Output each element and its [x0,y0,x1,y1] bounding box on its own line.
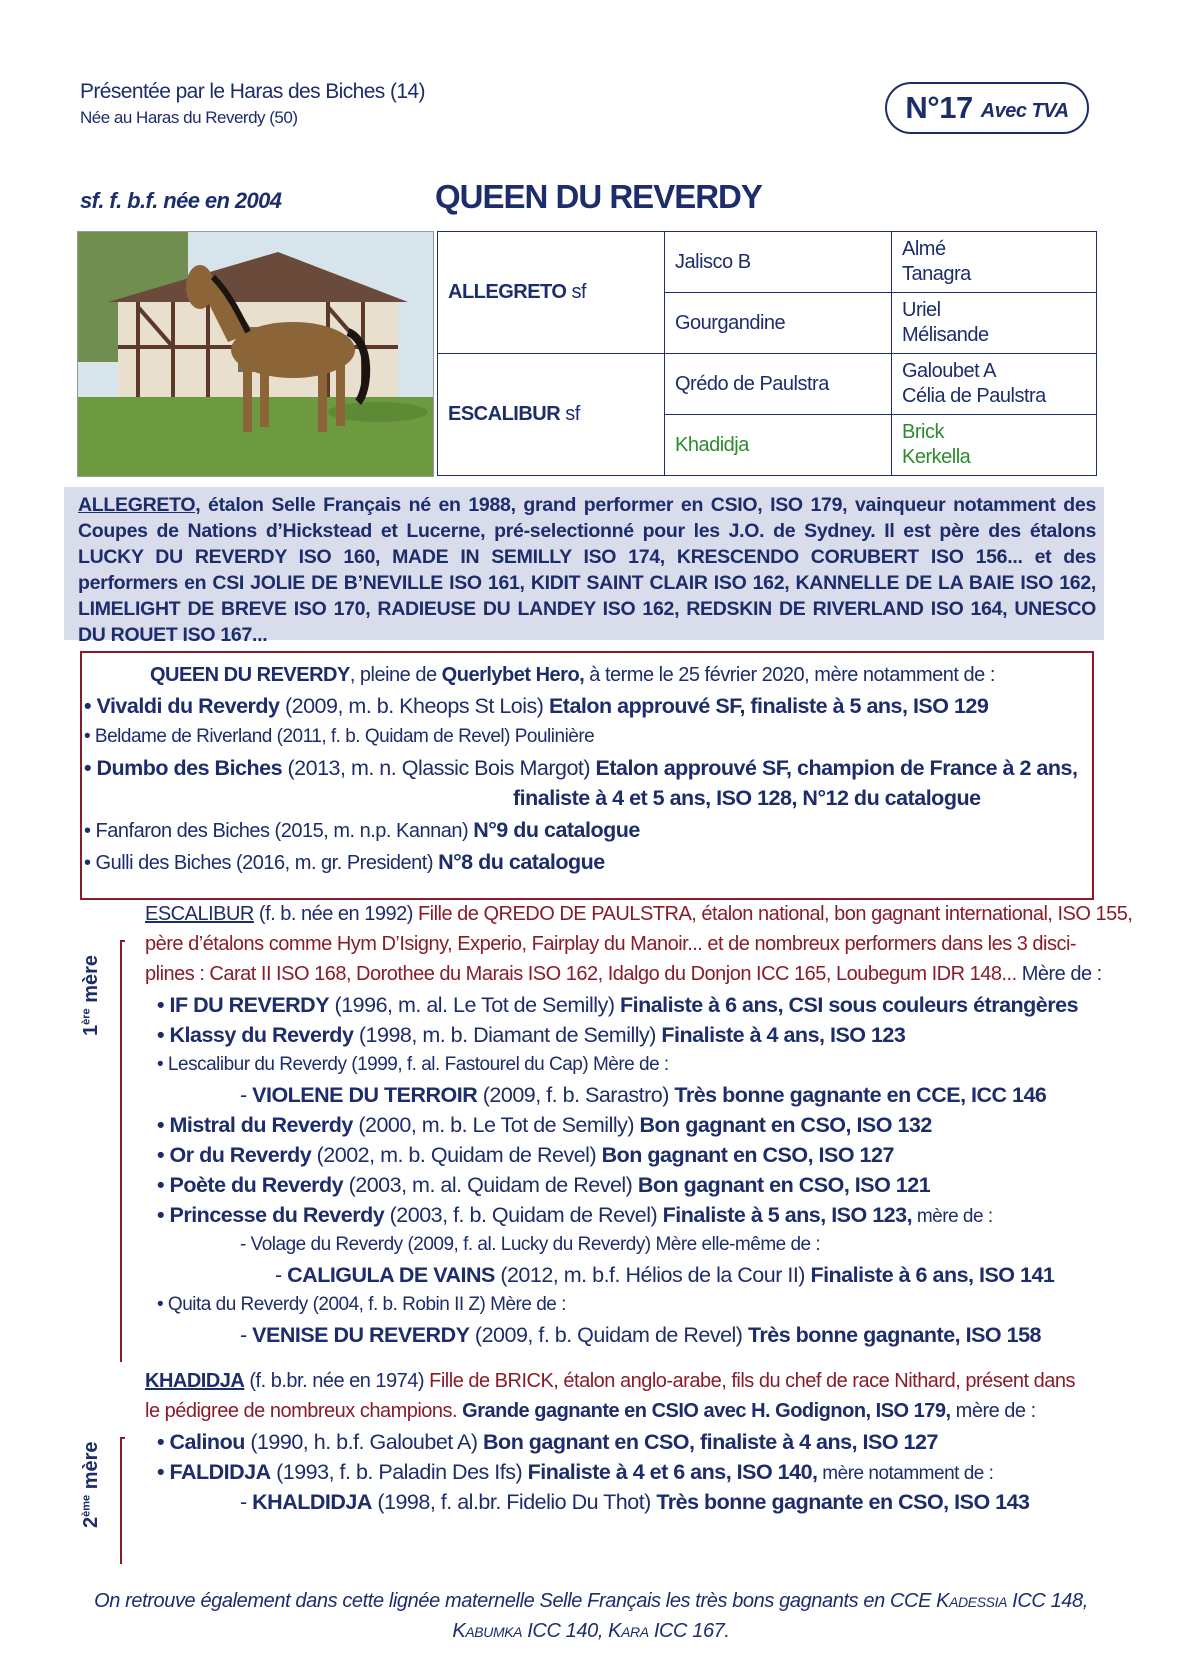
pedigree-sire-sire: Jalisco B [665,232,892,293]
sd-offspring-2 [157,1460,993,1485]
q-l6b: N°9 du catalogue [473,818,640,842]
sd-lab-word: mère [80,1441,102,1495]
fd-offspring-4 [157,1113,932,1138]
first-dam-bracket [120,940,125,1362]
sire-paragraph [78,492,1096,648]
fd-o4a: • Mistral du Reverdy [157,1113,353,1137]
fd-line-3 [145,963,1102,986]
sd-l2c: mère de : [950,1400,1036,1422]
q-l5: finaliste à 4 et 5 ans, ISO 128, N°12 du catalogue [513,786,981,810]
q-l4b: (2013, m. n. Qlassic Bois Margot) [282,756,596,780]
fd-o8ga: - [240,1323,253,1347]
sd-l1c: Fille de BRICK, étalon anglo-arabe, fils du chef de race Nithard, présent dans [429,1370,1075,1392]
fd-o3ga: - [240,1083,253,1107]
footer-l1a: On retrouve également dans cette lignée maternelle Selle Français les très bons gagnants en CCE [94,1590,937,1612]
fd-offspring-8-g [240,1323,1041,1348]
fd-o3gd: Très bonne gagnante en CCE, ICC 146 [674,1083,1047,1107]
fd-offspring-3-g [240,1083,1046,1108]
sd-name: KHADIDJA [145,1370,245,1392]
fd-o7ggb: CALIGULA DE VAINS [287,1263,495,1287]
q-l2b: (2009, m. b. Kheops St Lois) [279,694,549,718]
footer-line-1 [0,1586,1182,1616]
queen-line-2 [84,694,988,719]
sd-o2d: mère notamment de : [817,1463,994,1484]
pedigree-dam [438,354,665,476]
pedigree-dd-parents [892,415,1097,476]
sd-o2a: • FALDIDJA [157,1460,271,1484]
sd-l1b: (f. b.br. née en 1974) [244,1370,430,1392]
fd-o3gc: (2009, f. b. Sarastro) [477,1083,675,1107]
queen-line-3: • Beldame de Riverland (2011, f. b. Quidam de Revel) Poulinière [84,726,595,747]
fd-offspring-7-gg [275,1263,1054,1288]
sd-offspring-1 [157,1430,938,1455]
sd-l2b: Grande gagnante en CSIO avec H. Godignon, ISO 179, [457,1400,951,1422]
horse-photo-illustration [78,232,433,476]
horse-name: QUEEN DU REVERDY [435,178,762,215]
sd-offspring-2-g [240,1490,1030,1515]
fd-line-2: père d’étalons comme Hym D’Isigny, Experio, Fairplay du Manoir... et de nombreux performers dans les 3 disci- [145,933,1077,955]
fd-o1b: (1996, m. al. Le Tot de Semilly) [329,993,620,1017]
fd-o1c: Finaliste à 6 ans, CSI sous couleurs étrangères [619,993,1079,1017]
fd-o7ggd: Finaliste à 6 ans, ISO 141 [810,1263,1055,1287]
pedigree-ss-dam: Tanagra [902,263,971,285]
sd-o2b: (1993, f. b. Paladin Des Ifs) [270,1460,528,1484]
q-l2c: Etalon approuvé SF, finaliste à 5 ans, ISO 129 [548,694,989,718]
fd-o8gc: (2009, f. b. Quidam de Revel) [469,1323,748,1347]
second-dam-label [80,1441,103,1528]
footer-line-2 [0,1616,1182,1646]
sire-suffix: sf [566,281,587,303]
horse-photo [77,231,434,477]
fd-o8gb: VENISE DU REVERDY [252,1323,470,1347]
fd-lab-sup: ère [80,1008,93,1025]
pedigree-dd-sire: Brick [902,421,944,443]
q-l2a: • Vivaldi du Reverdy [84,694,280,718]
sd-lab-sup: ème [80,1494,93,1517]
sd-o1b: (1990, h. b.f. Galoubet A) [244,1430,484,1454]
fd-o4b: (2000, m. b. Le Tot de Semilly) [352,1113,640,1137]
fd-o2b: (1998, m. b. Diamant de Semilly) [353,1023,662,1047]
fd-o5b: (2002, m. b. Quidam de Revel) [311,1143,602,1167]
fd-l1c: Fille de QREDO DE PAULSTRA, étalon national, bon gagnant international, ISO 155, [417,903,1133,925]
queen-line-7 [84,850,605,875]
footer-l2a: Kabumka [452,1620,523,1642]
fd-o1a: • IF DU REVERDY [157,993,330,1017]
sd-o2gc: (1998, f. al.br. Fidelio Du Thot) [371,1490,657,1514]
sd-o2ga: - [240,1490,253,1514]
footer-l1c: ICC 148, [1007,1590,1088,1612]
dam-name: ESCALIBUR [448,403,561,425]
sd-o1a: • Calinou [157,1430,245,1454]
birthplace-line: Née au Haras du Reverdy (50) [80,108,298,127]
second-dam-bracket [120,1437,125,1564]
pedigree-sd-dam: Mélisande [902,324,989,346]
sd-line-2 [145,1400,1036,1423]
fd-o7b: (2003, f. b. Quidam de Revel) [384,1203,663,1227]
sd-o2gb: KHALDIDJA [252,1490,372,1514]
footer-l2c: Kara [608,1620,649,1642]
fd-o3gb: VIOLENE DU TERROIR [252,1083,478,1107]
sire-paragraph-lead: ALLEGRETO, [78,494,201,516]
fd-o2a: • Klassy du Reverdy [157,1023,354,1047]
fd-o6c: Bon gagnant en CSO, ISO 121 [637,1173,931,1197]
q-l4c: Etalon approuvé SF, champion de France à 2 ans, [595,756,1078,780]
sd-l2a: le pédigree de nombreux champions. [145,1400,458,1422]
pedigree-dam-sire: Qrédo de Paulstra [665,354,892,415]
fd-offspring-7-g: - Volage du Reverdy (2009, f. al. Lucky du Reverdy) Mère elle-même de : [240,1234,821,1255]
fd-o8gd: Très bonne gagnante, ISO 158 [747,1323,1041,1347]
pedigree-dd-dam: Kerkella [902,446,971,468]
sd-lab-num: 2 [80,1516,102,1528]
queen-name: QUEEN DU REVERDY [150,664,350,686]
fd-o2c: Finaliste à 4 ans, ISO 123 [661,1023,906,1047]
q-l6a: • Fanfaron des Biches (2015, m. n.p. Kannan) [84,820,474,842]
fd-o6b: (2003, m. al. Quidam de Revel) [343,1173,638,1197]
sire-paragraph-text: étalon Selle Français né en 1988, grand performer en CSIO, ISO 179, vainqueur notamment des Coupes de Nations d’Hickstead et Lucerne, pré-selectionné pour les J.O. de Sydney. Il est père des étalons LUCKY DU REVERDY ISO 160, MADE IN SEMILLY ISO 174, KRESCENDO CORUBERT ISO 156... et des performers en CSI JOLIE DE B’NEVILLE ISO 161, KIDIT SAINT CLAIR ISO 162, KANNELLE DE LA BAIE ISO 162, LIMELIGHT DE BREVE ISO 170, RADIEUSE DU LANDEY ISO 162, REDSKIN DE RIVERLAND ISO 164, UNESCO DU ROUET ISO 167... [78,494,1096,646]
pedigree-sire-dam: Gourgandine [665,293,892,354]
dam-suffix: sf [560,403,580,425]
fd-o5c: Bon gagnant en CSO, ISO 127 [601,1143,894,1167]
queen-line-6 [84,818,640,843]
fd-offspring-2 [157,1023,905,1048]
pedigree-ds-parents [892,354,1097,415]
fd-o7ggc: (2012, m. b.f. Hélios de la Cour II) [494,1263,811,1287]
queen-l1b: , pleine de [349,664,442,686]
pedigree-sd-sire: Uriel [902,299,941,321]
first-dam-label [80,955,103,1036]
fd-o7d: mère de : [912,1206,993,1227]
sd-o2c: Finaliste à 4 et 6 ans, ISO 140, [527,1460,818,1484]
pedigree-ds-dam: Célia de Paulstra [902,385,1046,407]
q-l7b: N°8 du catalogue [438,850,605,874]
footer-note [0,1586,1182,1646]
pedigree-ds-sire: Galoubet A [902,360,996,382]
fd-l3b: Mère de : [1016,963,1102,985]
fd-offspring-7 [157,1203,993,1228]
footer-l2b: ICC 140, [522,1620,609,1642]
fd-offspring-6 [157,1173,930,1198]
footer-l2d: ICC 167. [648,1620,730,1642]
sd-o2gd: Très bonne gagnante en CSO, ISO 143 [656,1490,1030,1514]
fd-offspring-5 [157,1143,894,1168]
lot-number: N°17 [905,90,973,125]
pedigree-sire [438,232,665,354]
fd-lab-num: 1 [80,1024,102,1036]
fd-o6a: • Poète du Reverdy [157,1173,344,1197]
fd-name: ESCALIBUR [145,903,254,925]
fd-offspring-8: • Quita du Reverdy (2004, f. b. Robin II Z) Mère de : [157,1294,566,1315]
fd-offspring-1 [157,993,1078,1018]
footer-l1b: Kadessia [936,1590,1008,1612]
q-l7a: • Gulli des Biches (2016, m. gr. President) [84,852,439,874]
fd-offspring-3: • Lescalibur du Reverdy (1999, f. al. Fastourel du Cap) Mère de : [157,1054,669,1075]
pedigree-table [437,231,1097,476]
queen-line-4 [84,756,1077,781]
fd-line-1 [145,903,1132,926]
fd-o4c: Bon gagnant en CSO, ISO 132 [639,1113,932,1137]
queen-l1d: à terme le 25 février 2020, mère notamment de : [584,664,995,686]
presenter-line: Présentée par le Haras des Biches (14) [80,80,425,103]
q-l4a: • Dumbo des Biches [84,756,283,780]
pedigree-sd-parents [892,293,1097,354]
sire-name: ALLEGRETO [448,281,567,303]
queen-line-1 [150,664,995,687]
pedigree-ss-sire: Almé [902,238,946,260]
fd-o5a: • Or du Reverdy [157,1143,312,1167]
fd-l3a: plines : Carat II ISO 168, Dorothee du Marais ISO 162, Idalgo du Donjon ICC 165, Loubegum IDR 148... [145,963,1017,985]
sd-line-1 [145,1370,1075,1393]
fd-o7c: Finaliste à 5 ans, ISO 123, [662,1203,913,1227]
pedigree-dam-dam: Khadidja [665,415,892,476]
fd-o7gga: - [275,1263,288,1287]
horse-description: sf. f. b.f. née en 2004 [80,188,282,213]
queen-in-foal: Querlybet Hero, [441,664,585,686]
sd-o1c: Bon gagnant en CSO, finaliste à 4 ans, ISO 127 [483,1430,938,1454]
queen-line-5 [513,786,981,811]
lot-badge [885,82,1089,134]
lot-tva: Avec TVA [980,99,1069,122]
fd-l1b: (f. b. née en 1992) [253,903,418,925]
pedigree-ss-parents [892,232,1097,293]
fd-o7a: • Princesse du Reverdy [157,1203,385,1227]
fd-lab-word: mère [80,954,102,1009]
